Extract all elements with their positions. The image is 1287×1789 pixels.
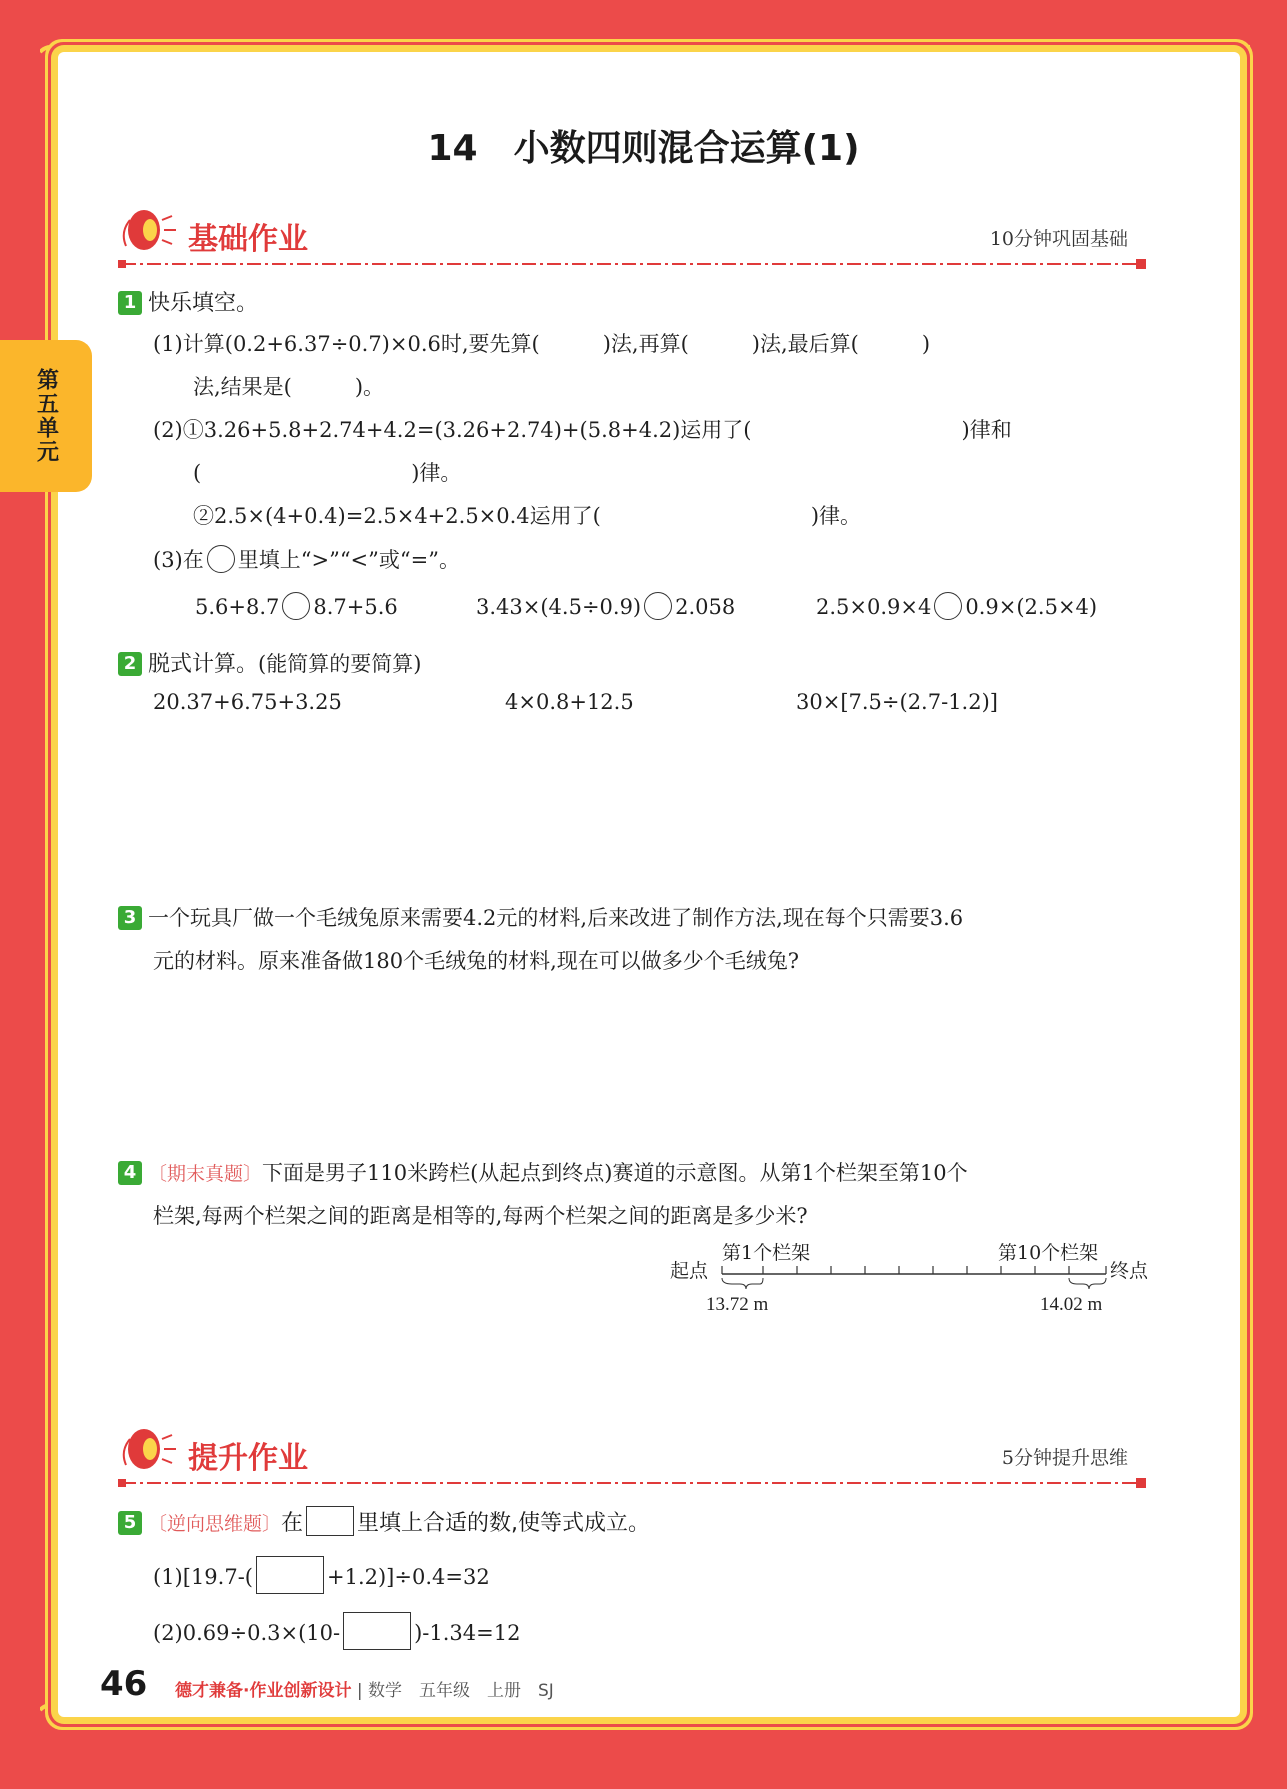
end-distance-label: 14.02 m <box>1040 1294 1103 1315</box>
question-text: 一个玩具厂做一个毛绒兔原来需要4.2元的材料,后来改进了制作方法,现在每个只需要3.6 <box>148 906 964 930</box>
dash-dot-divider <box>118 1477 1158 1489</box>
question-tag: 〔期末真题〕 <box>148 1163 263 1185</box>
blank-box-icon <box>306 1506 354 1536</box>
question-4-line1 <box>118 1157 968 1187</box>
start-label: 起点 <box>670 1260 709 1282</box>
compare-right: 2.058 <box>675 595 736 619</box>
question-number-badge: 2 <box>118 652 142 676</box>
question-number-badge: 5 <box>118 1511 142 1535</box>
equation-post: )-1.34=12 <box>414 1621 521 1645</box>
page-number: 46 <box>100 1664 148 1704</box>
section-header-advanced <box>118 1425 1158 1485</box>
compare-left: 3.43×(4.5÷0.9) <box>476 595 642 619</box>
first-hurdle-label: 第1个栏架 <box>722 1242 811 1264</box>
answer-circle[interactable] <box>282 592 310 620</box>
question-title-pre: 在 <box>281 1511 304 1536</box>
lantern-icon <box>118 206 184 262</box>
question-title: 脱式计算。 <box>148 652 259 677</box>
question-number-badge: 3 <box>118 906 142 930</box>
compare-circle-icon <box>207 545 235 573</box>
question-2-heading <box>118 647 421 678</box>
q1-part1-line1: (1)计算(0.2+6.37÷0.7)×0.6时,要先算( )法,再算( )法,最后算( ) <box>153 332 931 356</box>
question-3-line2: 元的材料。原来准备做180个毛绒兔的材料,现在可以做多少个毛绒兔? <box>153 949 800 973</box>
question-1-heading <box>118 286 258 317</box>
tenth-hurdle-label: 第10个栏架 <box>998 1242 1099 1264</box>
q5-part1 <box>153 1556 490 1594</box>
calc-expression-1: 20.37+6.75+3.25 <box>153 690 342 714</box>
compare-right: 8.7+5.6 <box>313 595 398 619</box>
compare-item-1 <box>195 592 398 620</box>
footer-info: 德才兼备·作业创新设计 | 数学 五年级 上册 SJ <box>175 1681 554 1701</box>
q1-part3-instruction <box>153 544 460 574</box>
section-note: 10分钟巩固基础 <box>989 228 1128 250</box>
calc-expression-3: 30×[7.5÷(2.7-1.2)] <box>796 690 998 714</box>
equation-pre: (1)[19.7-( <box>153 1565 253 1589</box>
section-header-basic <box>118 206 1158 266</box>
q1-part2-line3: ②2.5×(4+0.4)=2.5×4+2.5×0.4运用了( )律。 <box>193 504 862 528</box>
compare-left: 5.6+8.7 <box>195 595 280 619</box>
answer-box[interactable] <box>343 1612 411 1650</box>
compare-right: 0.9×(2.5×4) <box>965 595 1098 619</box>
section-note: 5分钟提升思维 <box>1001 1447 1128 1469</box>
q1-part2-line2: ( )律。 <box>193 461 462 485</box>
answer-circle[interactable] <box>644 592 672 620</box>
compare-item-2 <box>476 592 735 620</box>
unit-tab <box>0 340 92 492</box>
q5-part2 <box>153 1612 520 1650</box>
question-4-line2: 栏架,每两个栏架之间的距离是相等的,每两个栏架之间的距离是多少米? <box>153 1204 808 1228</box>
question-number-badge: 4 <box>118 1161 142 1185</box>
equation-post: +1.2)]÷0.4=32 <box>327 1565 490 1589</box>
q1-part1-line2: 法,结果是( )。 <box>193 375 385 399</box>
question-tag: 〔逆向思维题〕 <box>148 1513 282 1535</box>
section-title: 提升作业 <box>188 1441 308 1476</box>
question-title: 快乐填空。 <box>148 291 259 316</box>
hurdle-track-diagram <box>670 1238 1170 1318</box>
answer-circle[interactable] <box>934 592 962 620</box>
question-title-post: 里填上合适的数,使等式成立。 <box>357 1511 651 1536</box>
question-subtitle: (能简算的要简算) <box>258 652 422 676</box>
question-text: 下面是男子110米跨栏(从起点到终点)赛道的示意图。从第1个栏架至第10个 <box>262 1161 968 1185</box>
question-3-line1 <box>118 902 963 932</box>
unit-tab-label: 第五单元 <box>33 368 59 464</box>
footer-brand: 德才兼备·作业创新设计 <box>175 1681 352 1701</box>
equation-pre: (2)0.69÷0.3×(10- <box>153 1621 341 1645</box>
end-label: 终点 <box>1110 1260 1149 1282</box>
answer-box[interactable] <box>256 1556 324 1594</box>
page-title: 14 小数四则混合运算(1) <box>427 128 860 169</box>
dash-dot-divider <box>118 258 1158 270</box>
question-5-heading <box>118 1506 650 1537</box>
q1-part3-pre: (3)在 <box>153 548 204 572</box>
q1-part3-post: 里填上“>”“<”或“=”。 <box>237 548 460 572</box>
footer-book-info: 数学 五年级 上册 SJ <box>368 1681 554 1701</box>
compare-item-3 <box>816 592 1097 620</box>
lantern-icon <box>118 1425 184 1481</box>
q1-part2-line1: (2)①3.26+5.8+2.74+4.2=(3.26+2.74)+(5.8+4.2)运用了( )律和 <box>153 418 1012 442</box>
calc-expression-2: 4×0.8+12.5 <box>505 690 634 714</box>
section-title: 基础作业 <box>188 222 308 257</box>
compare-left: 2.5×0.9×4 <box>816 595 932 619</box>
start-distance-label: 13.72 m <box>706 1294 769 1315</box>
question-number-badge: 1 <box>118 291 142 315</box>
